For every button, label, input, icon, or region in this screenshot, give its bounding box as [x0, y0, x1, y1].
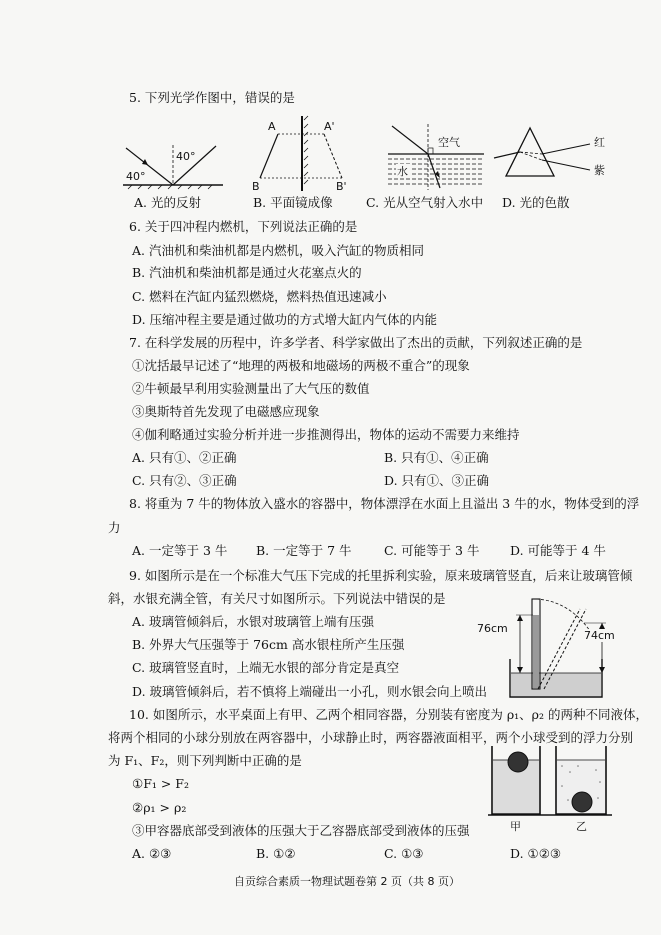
q5d-label-violet: 紫 — [594, 164, 605, 177]
q9-figure-torricelli — [476, 593, 616, 703]
q7-option-a: A. 只有①、②正确 — [132, 450, 237, 465]
q9-option-d: D. 玻璃管倾斜后，若不慎将上端碰出一小孔，则水银会向上喷出 — [132, 684, 488, 699]
q9-label-76cm: 76cm — [477, 622, 508, 635]
q9-option-c: C. 玻璃管竖直时，上端无水银的部分肯定是真空 — [132, 660, 400, 675]
q5b-label-b2: B' — [336, 180, 347, 193]
q5-option-d: D. 光的色散 — [502, 195, 570, 210]
q10-option-b: B. ①② — [256, 846, 296, 861]
q7-statement-3: ③奥斯特首先发现了电磁感应现象 — [132, 404, 320, 419]
q8-option-b: B. 一定等于 7 牛 — [256, 543, 352, 558]
q5-option-c: C. 光从空气射入水中 — [366, 195, 484, 210]
q8-option-c: C. 可能等于 3 牛 — [384, 543, 480, 558]
q10-label-jia: 甲 — [510, 820, 521, 833]
q5-figure-d-dispersion — [490, 124, 610, 184]
q10-stem-line3: 为 F₁、F₂，则下列判断中正确的是 — [108, 753, 302, 768]
q9-stem-line2: 斜，水银充满全管，有关尺寸如图所示。下列说法中错误的是 — [108, 591, 446, 606]
q10-option-a: A. ②③ — [132, 846, 172, 861]
q6-option-d: D. 压缩冲程主要是通过做功的方式增大缸内气体的内能 — [132, 312, 438, 327]
q8-option-d: D. 可能等于 4 牛 — [510, 543, 606, 558]
q5b-label-a: A — [268, 120, 276, 133]
q9-option-a: A. 玻璃管倾斜后，水银对玻璃管上端有压强 — [132, 614, 374, 629]
q5d-label-red: 红 — [594, 136, 605, 149]
q9-label-74cm: 74cm — [584, 629, 615, 642]
q7-option-d: D. 只有①、③正确 — [384, 473, 490, 488]
q10-figure-containers — [488, 742, 613, 834]
q9-option-b: B. 外界大气压强等于 76cm 高水银柱所产生压强 — [132, 637, 405, 652]
q5-figure-a-reflection — [118, 140, 228, 190]
q5-option-a: A. 光的反射 — [134, 195, 201, 210]
q10-option-c: C. ①③ — [384, 846, 424, 861]
q7-option-c: C. 只有②、③正确 — [132, 473, 237, 488]
q6-option-b: B. 汽油机和柴油机都是通过火花塞点火的 — [132, 265, 362, 280]
q5b-label-b: B — [252, 180, 260, 193]
q5-figure-b-mirror — [250, 116, 360, 196]
q5-option-b: B. 平面镜成像 — [253, 195, 333, 210]
q5a-angle-left: 40° — [126, 170, 146, 183]
q9-stem-line1: 9. 如图所示是在一个标准大气压下完成的托里拆利实验，原来玻璃管竖直，后来让玻璃管倾 — [129, 568, 633, 583]
q7-statement-4: ④伽利略通过实验分析并进一步推测得出，物体的运动不需要力来维持 — [132, 427, 520, 442]
q10-option-d: D. ①②③ — [510, 846, 562, 861]
q6-option-a: A. 汽油机和柴油机都是内燃机，吸入汽缸的物质相同 — [132, 243, 424, 258]
q7-statement-2: ②牛顿最早利用实验测量出了大气压的数值 — [132, 381, 370, 396]
q5-stem: 5. 下列光学作图中，错误的是 — [129, 90, 295, 105]
q10-statement-3: ③甲容器底部受到液体的压强大于乙容器底部受到液体的压强 — [132, 823, 470, 838]
page-footer: 自贡综合素质一物理试题卷第 2 页（共 8 页） — [234, 875, 460, 888]
q7-statement-1: ①沈括最早记述了“地理的两极和地磁场的两极不重合”的现象 — [132, 358, 470, 373]
q5b-label-a2: A' — [324, 120, 335, 133]
q8-stem-line2: 力 — [108, 520, 121, 535]
q6-option-c: C. 燃料在汽缸内猛烈燃烧，燃料热值迅速减小 — [132, 289, 387, 304]
q7-option-b: B. 只有①、④正确 — [384, 450, 489, 465]
q5-figure-c-refraction — [388, 122, 488, 192]
q8-stem-line1: 8. 将重为 7 牛的物体放入盛水的容器中，物体漂浮在水面上且溢出 3 牛的水，物体受到的浮 — [129, 496, 640, 511]
q8-option-a: A. 一定等于 3 牛 — [132, 543, 228, 558]
q10-statement-2: ②ρ₁ > ρ₂ — [132, 800, 187, 815]
q10-stem-line1: 10. 如图所示，水平桌面上有甲、乙两个相同容器，分别装有密度为 ρ₁、ρ₂ 的两种不同液体， — [129, 707, 649, 722]
q5c-label-air: 空气 — [438, 136, 460, 149]
q10-statement-1: ①F₁ > F₂ — [132, 776, 189, 791]
q10-label-yi: 乙 — [576, 820, 587, 833]
q7-stem: 7. 在科学发展的历程中，许多学者、科学家做出了杰出的贡献，下列叙述正确的是 — [129, 335, 583, 350]
q5a-angle-right: 40° — [176, 150, 196, 163]
q6-stem: 6. 关于四冲程内燃机，下列说法正确的是 — [129, 219, 358, 234]
q5c-label-water: 水 — [397, 165, 408, 178]
q10-stem-line2: 将两个相同的小球分别放在两容器中，小球静止时，两容器液面相平，两个小球受到的浮力分别 — [108, 730, 634, 745]
